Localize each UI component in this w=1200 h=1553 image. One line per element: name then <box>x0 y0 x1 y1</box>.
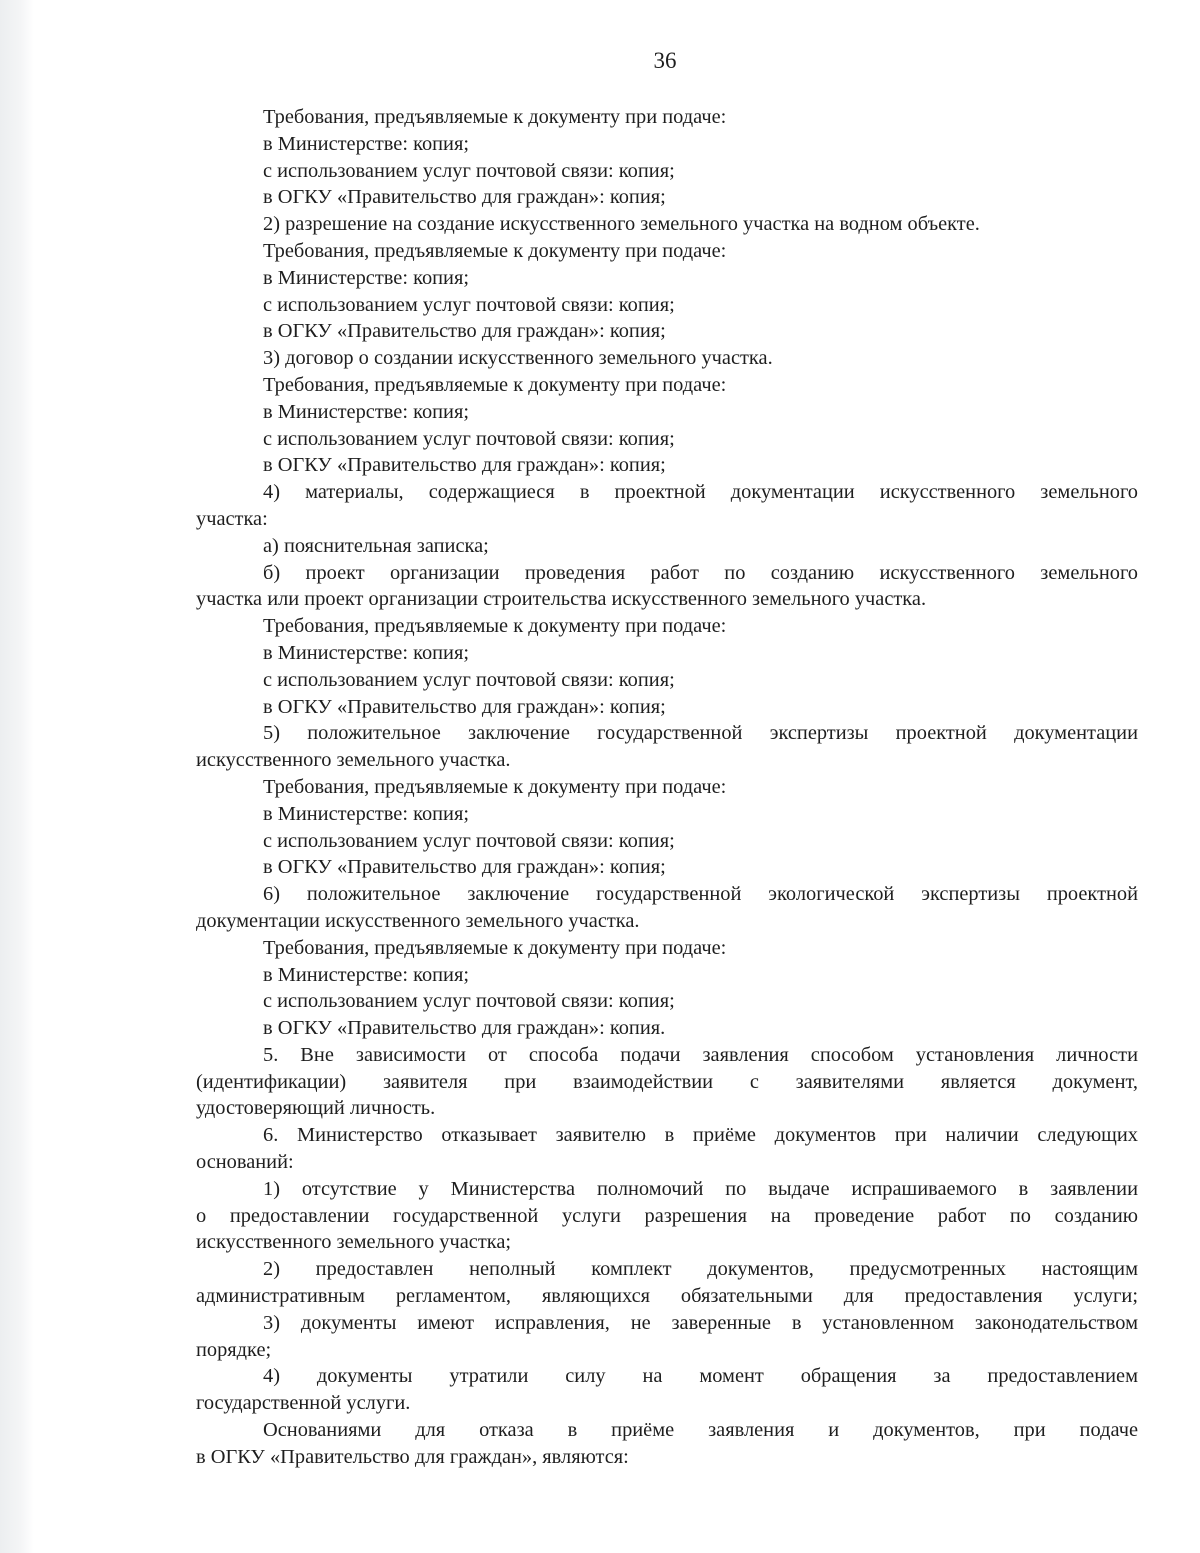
text-line: Требования, предъявляемые к документу при подаче: <box>263 936 727 959</box>
text-line: искусственного земельного участка. <box>196 749 511 772</box>
text-line: в Министерстве: копия; <box>263 400 470 423</box>
text-line: в Министерстве: копия; <box>263 802 470 825</box>
text-line: 3) договор о создании искусственного земельного участка. <box>263 347 773 370</box>
text-line: в Министерстве: копия; <box>263 132 470 155</box>
text-line: о предоставлении государственной услуги разрешения на проведение работ по созданию <box>196 1204 1138 1227</box>
text-line: порядке; <box>196 1338 272 1361</box>
text-line: б) проект организации проведения работ по созданию искусственного земельного <box>263 561 1138 584</box>
text-line: 1) отсутствие у Министерства полномочий по выдаче испрашиваемого в заявлении <box>263 1177 1138 1200</box>
text-line: Требования, предъявляемые к документу при подаче: <box>263 775 727 798</box>
text-line: с использованием услуг почтовой связи: копия; <box>263 427 675 450</box>
text-line: удостоверяющий личность. <box>196 1097 436 1120</box>
text-line: 2) разрешение на создание искусственного земельного участка на водном объекте. <box>263 213 980 236</box>
text-line: Основаниями для отказа в приёме заявления и документов, при подаче <box>263 1419 1138 1442</box>
text-line: в Министерстве: копия; <box>263 641 470 664</box>
page-number: 36 <box>653 48 677 73</box>
text-line: в ОГКУ «Правительство для граждан»: копия; <box>263 320 666 343</box>
text-line: Требования, предъявляемые к документу при подаче: <box>263 106 727 128</box>
text-line: документации искусственного земельного участка. <box>196 909 640 932</box>
text-line: в Министерстве: копия; <box>263 266 470 289</box>
text-line: с использованием услуг почтовой связи: копия; <box>263 990 675 1013</box>
text-line: 6) положительное заключение государственной экологической экспертизы проектной <box>263 883 1138 906</box>
text-line: участка или проект организации строительства искусственного земельного участка. <box>196 588 927 611</box>
text-line: а) пояснительная записка; <box>263 534 489 557</box>
text-line: в ОГКУ «Правительство для граждан»: копия; <box>263 186 666 209</box>
text-line: (идентификации) заявителя при взаимодействии с заявителями является документ, <box>196 1070 1138 1093</box>
text-line: государственной услуги. <box>196 1392 411 1415</box>
text-line: 4) документы утратили силу на момент обращения за предоставлением <box>263 1365 1138 1388</box>
text-line: с использованием услуг почтовой связи: копия; <box>263 668 675 691</box>
scan-edge-shadow <box>0 0 34 1553</box>
text-line: 5) положительное заключение государственной экспертизы проектной документации <box>263 722 1138 745</box>
text-line: административным регламентом, являющихся обязательными для предоставления услуги; <box>196 1285 1138 1308</box>
text-line: в ОГКУ «Правительство для граждан»: копия; <box>263 856 666 879</box>
text-line: с использованием услуг почтовой связи: копия; <box>263 159 675 182</box>
text-line: Требования, предъявляемые к документу при подаче: <box>263 615 727 638</box>
text-line: с использованием услуг почтовой связи: копия; <box>263 293 675 316</box>
text-line: с использованием услуг почтовой связи: копия; <box>263 829 675 852</box>
text-line: 5. Вне зависимости от способа подачи заявления способом установления личности <box>263 1043 1138 1066</box>
text-line: 6. Министерство отказывает заявителю в приёме документов при наличии следующих <box>263 1124 1138 1147</box>
text-line: в ОГКУ «Правительство для граждан», являются: <box>196 1445 629 1468</box>
text-line: 4) материалы, содержащиеся в проектной документации искусственного земельного <box>263 481 1138 504</box>
text-line: в ОГКУ «Правительство для граждан»: копия; <box>263 454 666 477</box>
text-line: Требования, предъявляемые к документу при подаче: <box>263 373 727 396</box>
text-line: оснований: <box>196 1151 294 1174</box>
text-line: Требования, предъявляемые к документу при подаче: <box>263 239 727 262</box>
document-body <box>196 104 1138 1471</box>
text-line: в Министерстве: копия; <box>263 963 470 986</box>
text-line: искусственного земельного участка; <box>196 1231 512 1254</box>
text-line: 2) предоставлен неполный комплект документов, предусмотренных настоящим <box>263 1258 1138 1281</box>
text-line: 3) документы имеют исправления, не заверенные в установленном законодательством <box>263 1311 1138 1334</box>
text-line: участка: <box>196 507 268 530</box>
text-line: в ОГКУ «Правительство для граждан»: копия; <box>263 695 666 718</box>
text-line: в ОГКУ «Правительство для граждан»: копия. <box>263 1017 666 1040</box>
